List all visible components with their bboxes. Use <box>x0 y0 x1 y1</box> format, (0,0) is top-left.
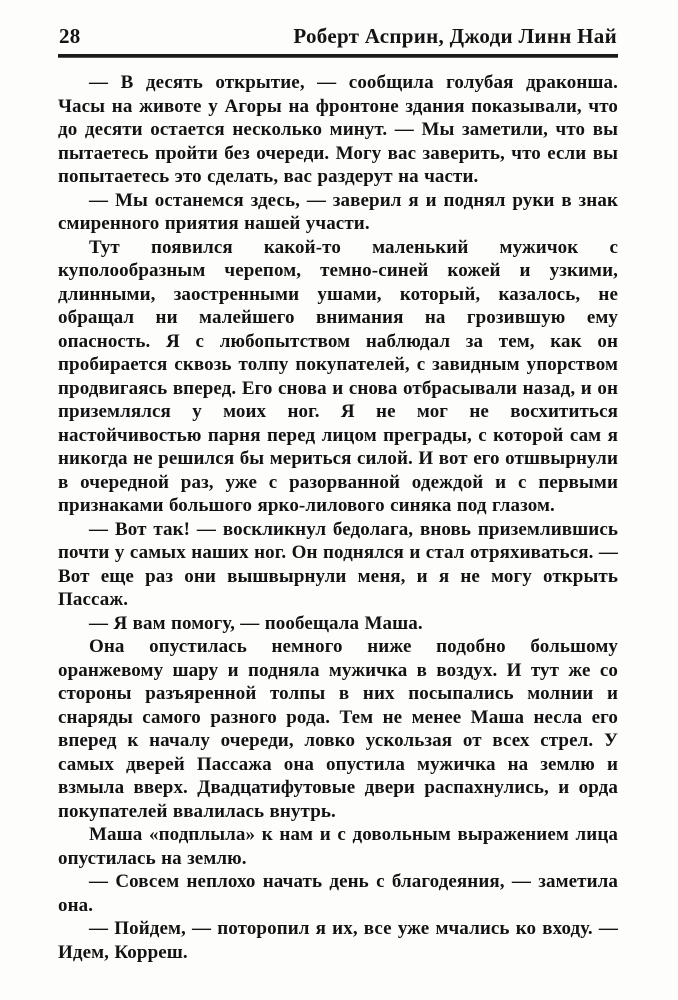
paragraph: — Мы останемся здесь, — заверил я и поднял руки в знак смиренного приятия нашей участи. <box>58 189 618 234</box>
header-rule <box>58 54 618 58</box>
paragraph: Она опустилась немного ниже подобно большому оранжевому шару и подняла мужичка в воздух. И тут же со стороны разъяренной толпы в них посыпались молнии и снаряды самого разного рода. Тем не менее Маша несла его вперед к началу очереди, ловко ускользая от всех стрел. У самых дверей Пассажа она опустила мужичка на землю и взмыла вверх. Двадцатифутовые двери распахнулись, и орда покупателей ввалилась внутрь. <box>58 636 618 822</box>
paragraph: — Вот так! — воскликнул бедолага, вновь приземлившись почти у самых наших ног. Он поднялся и стал отряхиваться. — Вот еще раз они вышвырнули меня, и я не могу открыть Пассаж. <box>58 518 618 610</box>
paragraph: Маша «подплыла» к нам и с довольным выражением лица опустилась на землю. <box>58 824 618 869</box>
paragraph: — Совсем неплохо начать день с благодеяния, — заметила она. <box>58 871 618 916</box>
paragraph: — Пойдем, — поторопил я их, все уже мчались ко входу. — Идем, Корреш. <box>58 918 618 963</box>
paragraph: Тут появился какой-то маленький мужичок с куполообразным черепом, темно-синей кожей и узкими, длинными, заостренными ушами, который, казалось, не обращал ни малейшего внимания на грозившую ему опасность. Я с любопытством наблюдал за тем, как он пробирается сквозь толпу покупателей, с завидным упорством продвигаясь вперед. Его снова и снова отбрасывали назад, и он приземлялся у моих ног. Я не мог не восхититься настойчивостью парня перед лицом преграды, с которой сам я никогда не решился бы мериться силой. И вот его отшвырнули в очередной раз, уже с разорванной одеждой и с первыми признаками большого ярко-лилового синяка под глазом. <box>58 236 618 516</box>
paragraph: — В десять открытие, — сообщила голубая драконша. Часы на животе у Агоры на фронтоне здания показывали, что до десяти остается несколько минут. — Мы заметили, что вы пытаетесь пройти без очереди. Могу вас заверить, что если вы попытаетесь это сделать, вас раздерут на части. <box>58 72 618 187</box>
paragraph: — Я вам помогу, — пообещала Маша. <box>89 612 423 634</box>
running-title: Роберт Асприн, Джоди Линн Най <box>293 24 617 48</box>
page-body <box>58 71 618 964</box>
page-header <box>58 24 618 54</box>
page-number: 28 <box>59 24 81 48</box>
